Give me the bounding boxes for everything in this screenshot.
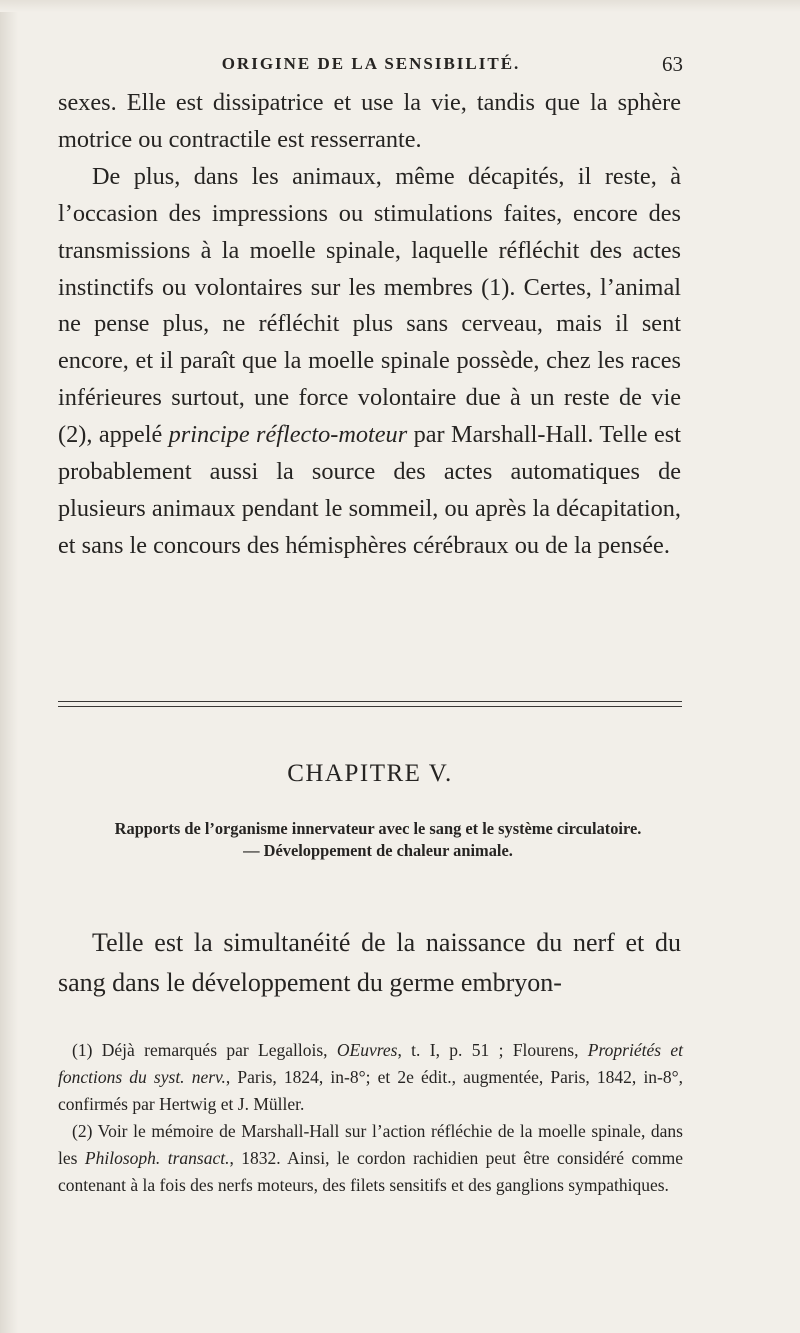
footnotes [58, 1037, 683, 1199]
footnote-1-text-b: , t. I, p. 51 ; Flourens, [397, 1040, 588, 1060]
paragraph-continuation: sexes. Elle est dissipatrice et use la vie, tandis que la sphère motrice ou contractile est resserrante. [58, 89, 681, 153]
paragraph-text-a: De plus, dans les animaux, même décapités, il reste, à l’occasion des impressions ou stimulations faites, encore des transmissions à la moelle spinale, laquelle réfléchit des actes instinctifs ou volontaires sur les membres (1). Certes, l’animal ne pense plus, ne réfléchit plus sans cerveau, mais il sent encore, et il paraît que la moelle spinale possède, chez les races inférieures surtout, une force volontaire due à un reste de vie (2), appelé [58, 162, 681, 449]
footnote-1-text-c: , Paris, 1824, in-8°; et 2e édit., augmentée, Paris, 1842, in-8°, confirmés par Hertwig et J. Müller. [58, 1067, 684, 1114]
chapter-opening-text: Telle est la simultanéité de la naissance du nerf et du sang dans le développement du germe embryon- [58, 928, 681, 997]
running-title: ORIGINE DE LA SENSIBILITÉ. [221, 54, 521, 73]
running-head [59, 54, 683, 82]
footnote-2-italic: Philosoph. transact. [84, 1148, 230, 1168]
chapter-summary: Rapports de l’organisme innervateur avec le sang et le système circulatoire. — Développement de chaleur animale. [114, 819, 642, 860]
footnote-1-italic-a: OEuvres [336, 1040, 398, 1060]
main-text [58, 85, 681, 565]
footnote-1 [58, 1037, 683, 1118]
footnote-2 [58, 1118, 683, 1199]
footnote-1-text-a: Déjà remarqués par Legallois, [92, 1040, 337, 1060]
footnote-1-italic-b: Propriétés et fonctions du syst. nerv. [58, 1040, 683, 1087]
italic-term: principe réflecto-moteur [168, 421, 408, 449]
page-gutter-shadow [0, 0, 18, 1333]
footnote-1-label: (1) [72, 1040, 93, 1060]
footnote-2-label: (2) [72, 1121, 93, 1141]
paragraph-text-b: par Marshall-Hall. Telle est probablement aussi la source des actes automatiques de plusieurs animaux pendant le sommeil, ou après la décapitation, et sans le concours des hémisphères cérébraux ou de la pensée. [58, 421, 681, 559]
section-rule-bottom [58, 706, 682, 707]
page-number: 63 [662, 52, 683, 76]
paragraph-reflexes [58, 159, 681, 565]
footnote-2-text-b: , 1832. Ainsi, le cordon rachidien peut être considéré comme contenant à la fois des nerfs moteurs, des filets sensitifs et des ganglions sympathiques. [58, 1148, 683, 1195]
chapter-title: CHAPITRE V. [287, 760, 453, 787]
footnote-2-text-a: Voir le mémoire de Marshall-Hall sur l’action réfléchie de la moelle spinale, dans les [58, 1121, 683, 1168]
chapter-opening [58, 923, 681, 1003]
section-rule-top [58, 701, 682, 702]
page-top-shadow [0, 0, 800, 12]
